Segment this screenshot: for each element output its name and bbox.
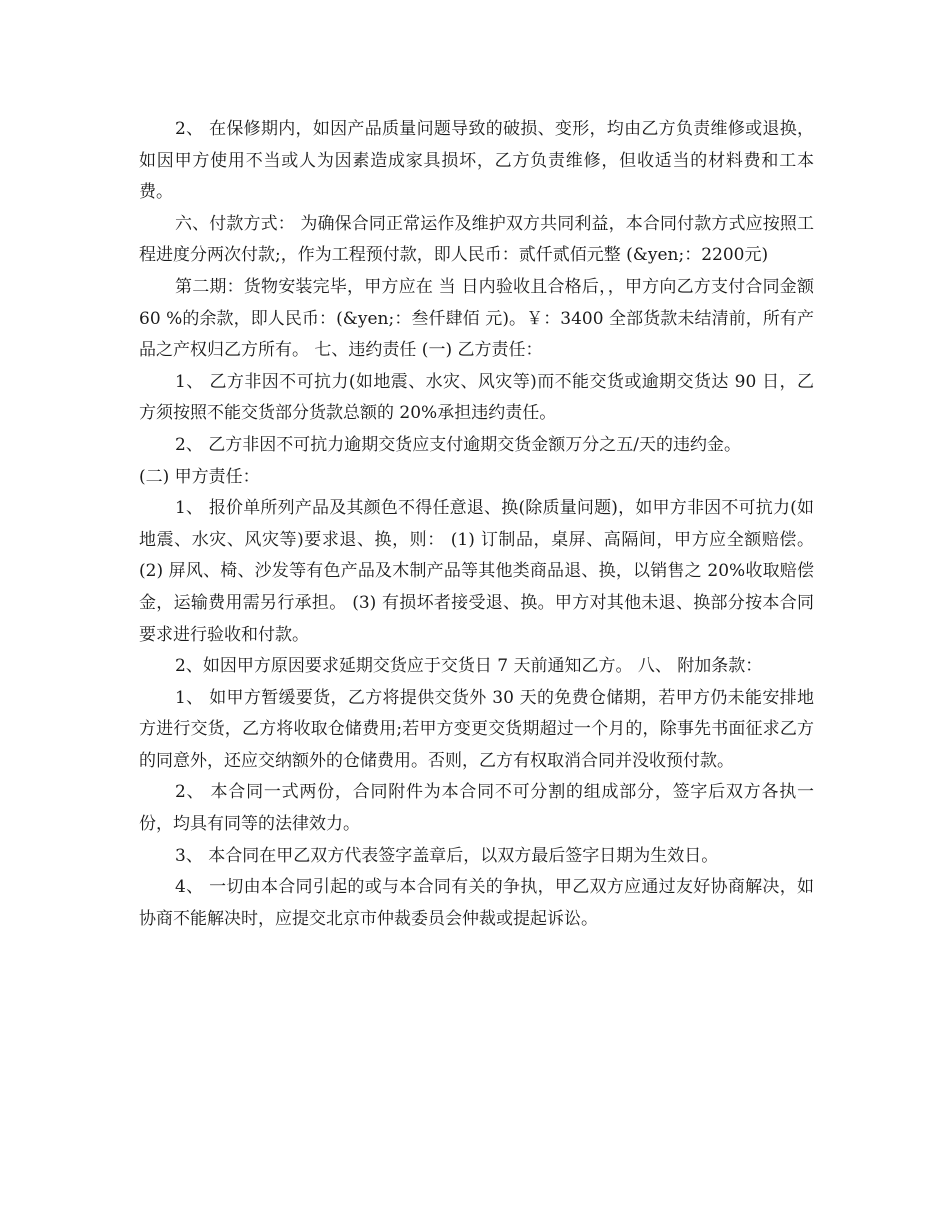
paragraph-payment-method: 六、付款方式： 为确保合同正常运作及维护双方共同利益，本合同付款方式应按照工程进度分两次付款;，作为工程预付款，即人民币：贰仟贰佰元整 (&yen;：2200元) [139, 213, 814, 266]
paragraph-storage: 1、 如甲方暂缓要货，乙方将提供交货外 30 天的免费仓储期，若甲方仍未能安排地方进行交货，乙方将收取仓储费用;若甲方变更交货期超过一个月的，除事先书面征求乙方的同意外，还应交纳额外的仓储费用。否则，乙方有权取消合同并没收预付款。 [139, 687, 814, 771]
paragraph-second-payment: 第二期：货物安装完毕，甲方应在 当 日内验收且合格后，，甲方向乙方支付合同金额 60 %的余款，即人民币：(&yen;：叁仟肆佰 元)。￥：3400 全部货款未结清前，所有产品之产权归乙方所有。 七、违约责任 (一) 乙方责任： [139, 276, 814, 361]
paragraph-copies: 2、 本合同一式两份，合同附件为本合同不可分割的组成部分，签字后双方各执一份，均具有同等的法律效力。 [139, 782, 814, 835]
paragraph-effective-date: 3、 本合同在甲乙双方代表签字盖章后，以双方最后签字日期为生效日。 [175, 845, 719, 866]
document-body [139, 114, 814, 935]
paragraph-return-exchange: 1、 报价单所列产品及其颜色不得任意退、换(除质量问题)，如甲方非因不可抗力(如地震、水灾、风灾等)要求退、换，则： (1) 订制品，桌屏、高隔间，甲方应全额赔偿。 (2) 屏风、椅、沙发等有色产品及木制产品等其他类商品退、换，以销售之 20%收取赔偿金，运输费用需另行承担。 (3) 有损坏者接受退、换。甲方对其他未退、换部分按本合同要求进行验收和付款。 [139, 498, 814, 645]
paragraph-party-b-penalty: 2、 乙方非因不可抗力逾期交货应支付逾期交货金额万分之五/天的违约金。 [175, 434, 741, 455]
paragraph-party-b-delay: 1、 乙方非因不可抗力(如地震、水灾、风灾等)而不能交货或逾期交货达 90 日，乙方须按照不能交货部分货款总额的 20%承担违约责任。 [139, 371, 814, 424]
section-heading-party-a-liability: (二) 甲方责任： [139, 466, 260, 487]
paragraph-warranty-repair: 2、 在保修期内，如因产品质量问题导致的破损、变形，均由乙方负责维修或退换，如因甲方使用不当或人为因素造成家具损坏，乙方负责维修，但收适当的材料费和工本费。 [139, 119, 814, 203]
paragraph-delivery-extension: 2、如因甲方原因要求延期交货应于交货日 7 天前通知乙方。 八、 附加条款： [175, 656, 763, 677]
paragraph-dispute-resolution: 4、 一切由本合同引起的或与本合同有关的争执，甲乙双方应通过友好协商解决，如协商不能解决时，应提交北京市仲裁委员会仲裁或提起诉讼。 [139, 877, 814, 929]
